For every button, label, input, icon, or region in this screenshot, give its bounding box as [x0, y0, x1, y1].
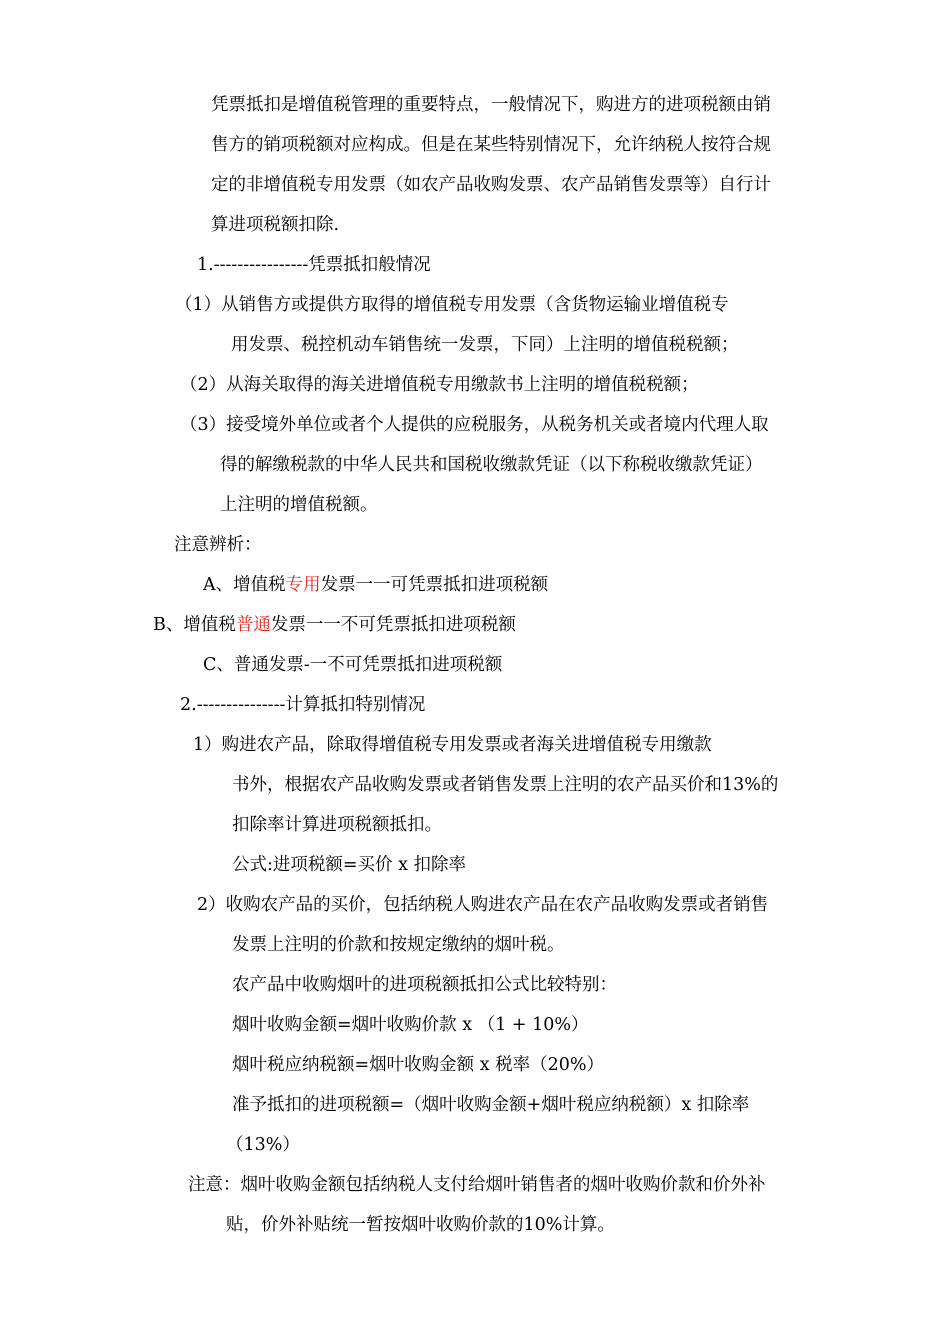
section2-item2-line1: 2）收购农产品的买价，包括纳税人购进农产品在农产品收购发票或者销售: [197, 895, 769, 915]
section2-item1-line2: 书外，根据农产品收购发票或者销售发票上注明的农产品买价和13%的: [232, 775, 779, 795]
section2-item1-line3: 扣除率计算进项税额抵扣。: [232, 815, 442, 835]
formula-tobacco-tax-payable: 烟叶税应纳税额=烟叶收购金额 x 税率（20%）: [232, 1055, 605, 1075]
formula-deductible-input-tax: 准予抵扣的进项税额=（烟叶收购金额+烟叶税应纳税额）x 扣除率: [232, 1095, 750, 1115]
note-a-prefix: A、增值税: [203, 575, 286, 595]
intro-line-2: 售方的销项税额对应构成。但是在某些特别情况下，允许纳税人按符合规: [211, 135, 771, 155]
note-b-suffix: 发票一一不可凭票抵扣进项税额: [270, 615, 516, 635]
note-b-prefix: B、增值税: [153, 615, 236, 635]
section2-item1-formula: 公式:进项税额=买价 x 扣除率: [232, 855, 467, 875]
section1-item1-line1: （1）从销售方或提供方取得的增值税专用发票（含货物运输业增值税专: [175, 295, 729, 315]
note-a-suffix: 发票一一可凭票抵扣进项税额: [320, 575, 549, 595]
section2-item1-line1: 1）购进农产品，除取得增值税专用发票或者海关进增值税专用缴款: [193, 735, 712, 755]
note-a-highlight: 专用: [285, 575, 321, 595]
section1-item3-line3: 上注明的增值税额。: [220, 495, 378, 515]
note-analysis-b: [153, 613, 516, 637]
intro-line-4: 算进项税额扣除.: [211, 215, 340, 235]
section1-item3-line2: 得的解缴税款的中华人民共和国税收缴款凭证（以下称税收缴款凭证）: [220, 455, 763, 475]
section2-item2-line3: 农产品中收购烟叶的进项税额抵扣公式比较特别：: [232, 975, 617, 995]
section1-item2: （2）从海关取得的海关进增值税专用缴款书上注明的增值税税额；: [180, 375, 699, 395]
section1-heading: 1.----------------凭票抵扣般情况: [197, 255, 431, 275]
final-note-line2: 贴，价外补贴统一暂按烟叶收购价款的10%计算。: [226, 1215, 615, 1235]
section2-heading: 2.---------------计算抵扣特别情况: [180, 695, 426, 715]
intro-line-1: 凭票抵扣是增值税管理的重要特点，一般情况下，购进方的进项税额由销: [211, 95, 771, 115]
note-analysis-c: C、普通发票-一不可凭票抵扣进项税额: [203, 655, 503, 675]
note-analysis-a: [203, 573, 548, 597]
section2-item2-line2: 发票上注明的价款和按规定缴纳的烟叶税。: [232, 935, 565, 955]
note-b-highlight: 普通: [235, 615, 271, 635]
formula-deductible-input-tax-rate: （13%）: [226, 1135, 300, 1155]
final-note-line1: 注意：烟叶收购金额包括纳税人支付给烟叶销售者的烟叶收购价款和价外补: [188, 1175, 766, 1195]
section1-item1-line2: 用发票、税控机动车销售统一发票，下同）上注明的增值税税额；: [231, 335, 739, 355]
note-analysis-title: 注意辨析：: [174, 535, 262, 555]
intro-line-3: 定的非增值税专用发票（如农产品收购发票、农产品销售发票等）自行计: [211, 175, 771, 195]
section1-item3-line1: （3）接受境外单位或者个人提供的应税服务，从税务机关或者境内代理人取: [180, 415, 769, 435]
formula-tobacco-purchase-amount: 烟叶收购金额=烟叶收购价款 x （1 + 10%）: [232, 1015, 589, 1035]
